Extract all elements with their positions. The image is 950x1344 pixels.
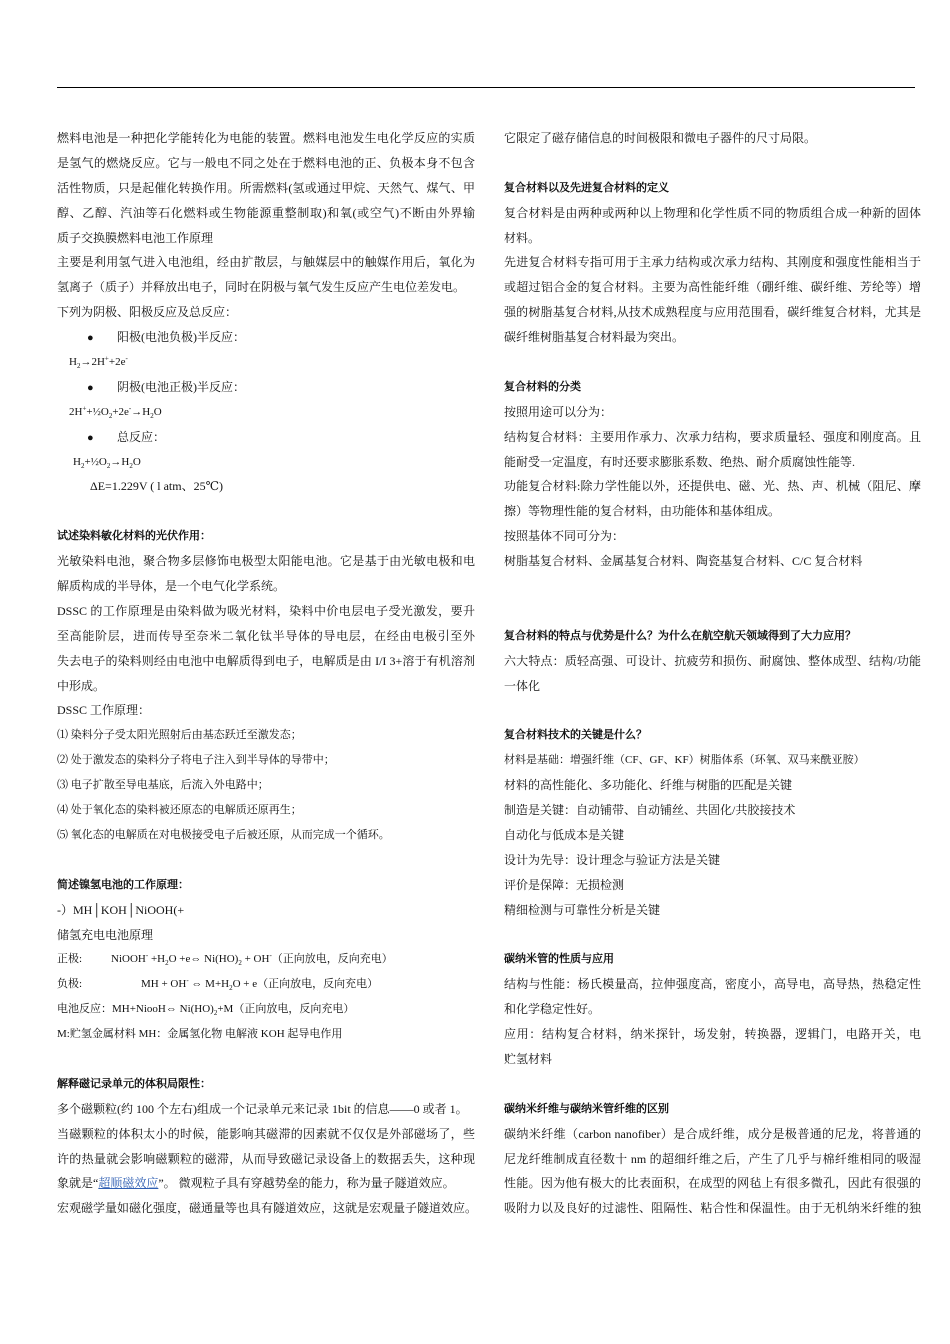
section-heading: 复合材料以及先进复合材料的定义 bbox=[504, 180, 669, 194]
superparamagnetism-link[interactable]: 超顺磁效应 bbox=[98, 1176, 159, 1191]
body-line: 它限定了磁存储信息的时间极限和微电子器件的尺寸局限。 bbox=[504, 131, 817, 145]
body-line: 材料的高性能化、多功能化、纤维与树脂的匹配是关键 bbox=[504, 778, 793, 793]
anode-label: ● 阳极(电池负极)半反应： bbox=[57, 325, 475, 350]
section-heading: 复合材料的特点与优势是什么？为什么在航空航天领域得到了大力应用？ bbox=[504, 628, 856, 642]
cell-equation: 电池反应：MH+NiooH⇔ $Ni(HO)_2+M$（正向放电，反向充电） bbox=[57, 1003, 355, 1018]
section-heading: 复合材料技术的关键是什么？ bbox=[504, 728, 647, 742]
left-column bbox=[57, 126, 478, 1221]
body-line: 许的热量就会影响磁颗粒的磁滞，从而导致磁记录设备上的数据丢失，这种现 bbox=[57, 1151, 475, 1166]
section-heading: 试述染料敏化材料的光伏作用： bbox=[57, 529, 211, 543]
body-line: 燃料电池是一种把化学能转化为电能的装置。燃料电池发生电化学反应的实质 bbox=[57, 131, 475, 145]
body-line: 材料。 bbox=[504, 230, 541, 245]
body-line: M:贮氢金属材料 MH：金属氢化物 电解液 KOH 起导电作用 bbox=[57, 1028, 343, 1041]
body-line: 碳纤维树脂基复合材料最为突出。 bbox=[504, 330, 685, 345]
list-item: ⑴ 染料分子受太阳光照射后由基态跃迁至激发态； bbox=[57, 729, 302, 742]
body-line: 活性物质，只是起催化转换作用。所需燃料(氢或通过甲烷、天然气、煤气、甲 bbox=[57, 180, 475, 195]
body-line: -）MH│KOH│NiOOH(+ bbox=[57, 902, 185, 917]
body-line: 尼龙纤维制成直径数十 nm 的超细纤维之后，产生了几乎与棉纤维相同的吸湿 bbox=[504, 1151, 921, 1166]
section-heading: 复合材料的分类 bbox=[504, 379, 581, 393]
bullet-icon: ● bbox=[87, 431, 94, 444]
right-column bbox=[504, 126, 921, 1221]
body-line: 应用：结构复合材料，纳米探针，场发射，转换器，逻辑门，电路开关，电 bbox=[504, 1027, 921, 1042]
body-line: 下列为阴极、阳极反应及总反应： bbox=[57, 305, 238, 320]
body-line: 性能。因为他有极大的比表面积，在成型的网毡上有很多微孔，因此有很强的 bbox=[504, 1176, 921, 1191]
total-label: ● 总反应： bbox=[57, 425, 475, 450]
body-line: DSSC 工作原理： bbox=[57, 703, 151, 718]
body-line: 材料是基础：增强纤维（CF、GF、KF）树脂体系（环氧、双马来酰亚胺） bbox=[504, 754, 865, 767]
cathode-label: ● 阴极(电池正极)半反应： bbox=[57, 375, 475, 400]
body-line: 象就是“超顺磁效应”。 微观粒子具有穿越势垒的能力，称为量子隧道效应。 bbox=[57, 1176, 455, 1191]
cathode-equation: $2H^++\frac{1}{2}O_2+2e^-\to H_2O$ bbox=[69, 404, 162, 420]
body-line: 结构与性能：杨氏模量高，拉伸强度高，密度小，高导电，高导热，热稳定性 bbox=[504, 977, 921, 992]
body-line: 自动化与低成本是关键 bbox=[504, 827, 625, 842]
delta-e: ΔE=1.229V ( l atm、25℃) bbox=[90, 479, 224, 494]
body-line: 氢离子（质子）并释放出电子，同时在阴极与氧气发生反应产生电位差发电。 bbox=[57, 280, 466, 295]
list-item: ⑶ 电子扩散至导电基底，后流入外电路中； bbox=[57, 779, 269, 792]
negative-equation: 负极: MH + OH- ⇔ $M+H_2O + e$（正向放电，反向充电） bbox=[57, 976, 379, 993]
body-line: 结构复合材料：主要用作承力、次承力结构，要求质量轻、强度和刚度高。且 bbox=[504, 429, 921, 444]
body-line: 强的树脂基复合材料,从技术成熟程度与应用范围看，碳纤维复合材料，尤其是 bbox=[504, 305, 921, 320]
body-line: 设计为先导：设计理念与验证方法是关键 bbox=[504, 852, 721, 867]
anode-equation: $H_2\to 2H^++2e^-$ bbox=[69, 354, 128, 371]
body-line: 质子交换膜燃料电池工作原理 bbox=[57, 230, 214, 245]
body-line: 按照基体不同可分为： bbox=[504, 529, 625, 544]
positive-equation: 正极: NiOOH- $+H_2O$ +e⇔ $Ni(HO)_2 + OH^-$（正向放电，反向充电） bbox=[57, 951, 393, 968]
body-line: 按照用途可以分为： bbox=[504, 404, 613, 419]
section-heading: 简述镍氢电池的工作原理： bbox=[57, 877, 189, 891]
body-line: 或超过铝合金的复合材料。主要为高性能纤维（硼纤维、碳纤维、芳纶等）增 bbox=[504, 280, 921, 295]
body-line: 宏观磁学量如磁化强度，磁通量等也具有隧道效应，这就是宏观量子隧道效应。 bbox=[57, 1201, 478, 1216]
body-line: 碳纳米纤维（carbon nanofiber）是合成纤维，成分是极普通的尼龙，将普通的 bbox=[504, 1126, 921, 1141]
body-line: 中形成。 bbox=[57, 678, 106, 693]
list-item: ⑵ 处于激发态的染料分子将电子注入到半导体的导带中； bbox=[57, 754, 335, 767]
body-line: 精细检测与可靠性分析是关键 bbox=[504, 902, 661, 917]
body-line: 六大特点：质轻高强、可设计、抗疲劳和损伤、耐腐蚀、整体成型、结构/功能 bbox=[504, 653, 921, 668]
body-line: 擦）等物理性能的复合材料，由功能体和基体组成。 bbox=[504, 504, 781, 519]
body-line: 至高能阶层，进而传导至奈米二氧化钛半导体的导电层，在经由电极引至外 bbox=[57, 628, 475, 643]
body-line: 能耐受一定温度，有时还要求膨胀系数、绝热、耐介质腐蚀性能等. bbox=[504, 454, 856, 469]
total-equation: $H_2+\frac{1}{2}O_2\to H_2O$ bbox=[73, 455, 141, 470]
body-line: 先进复合材料专指可用于主承力结构或次承力结构、其刚度和强度性能相当于 bbox=[504, 255, 921, 270]
body-line: 复合材料是由两种或两种以上物理和化学性质不同的物质组合成一种新的固体 bbox=[504, 205, 921, 220]
body-line: 和化学稳定性好。 bbox=[504, 1002, 601, 1017]
section-heading: 碳纳米管的性质与应用 bbox=[504, 952, 614, 966]
body-line: 评价是保障：无损检测 bbox=[504, 877, 625, 892]
body-line: 主要是利用氢气进入电池组，经由扩散层，与触媒层中的触媒作用后，氧化为 bbox=[57, 255, 475, 270]
body-line: 贮氢材料 bbox=[504, 1051, 553, 1066]
list-item: ⑸ 氧化态的电解质在对电极接受电子后被还原，从而完成一个循环。 bbox=[57, 828, 390, 841]
list-item: ⑷ 处于氧化态的染料被还原态的电解质还原再生； bbox=[57, 804, 302, 817]
bullet-icon: ● bbox=[87, 332, 94, 345]
section-heading: 解释磁记录单元的体积局限性： bbox=[57, 1076, 211, 1090]
body-line: 光敏染料电池，聚合物多层修饰电极型太阳能电池。它是基于由光敏电极和电 bbox=[57, 554, 475, 569]
section-heading: 碳纳米纤维与碳纳米管纤维的区别 bbox=[504, 1101, 669, 1115]
body-line: 制造是关键：自动铺带、自动铺丝、共固化/共胶接技术 bbox=[504, 803, 796, 818]
header-rule bbox=[57, 87, 915, 88]
body-line: 醇、乙醇、汽油等石化燃料或生物能源重整制取)和氧(或空气)不断由外界输 bbox=[57, 205, 475, 220]
body-line: 是氢气的燃烧反应。它与一般电不同之处在于燃料电池的正、负极本身不包含 bbox=[57, 155, 475, 170]
body-line: 吸附力以及良好的过滤性、阻隔性、粘合性和保温性。由于无机纳米纤维的独 bbox=[504, 1201, 921, 1216]
body-line: 功能复合材料:除力学性能以外，还提供电、磁、光、热、声、机械（阻尼、摩 bbox=[504, 479, 921, 494]
body-line: 失去电子的染料则经由电池中电解质得到电子，电解质是由 I/I 3+溶于有机溶剂 bbox=[57, 653, 475, 668]
body-line: 树脂基复合材料、金属基复合材料、陶瓷基复合材料、C/C 复合材料 bbox=[504, 554, 863, 569]
body-line: DSSC 的工作原理是由染料做为吸光材料，染料中价电层电子受光激发，要升 bbox=[57, 603, 475, 618]
body-line: 解质构成的半导体，是一个电气化学系统。 bbox=[57, 579, 286, 594]
body-line: 多个磁颗粒(约 100 个左右)组成一个记录单元来记录 1bit 的信息——0 或者 1。 bbox=[57, 1101, 468, 1116]
bullet-icon: ● bbox=[87, 381, 94, 394]
body-line: 当磁颗粒的体积太小的时候，能影响其磁滞的因素就不仅仅是外部磁场了，些 bbox=[57, 1126, 475, 1141]
body-line: 储氢充电电池原理 bbox=[57, 927, 154, 942]
body-line: 一体化 bbox=[504, 678, 541, 693]
